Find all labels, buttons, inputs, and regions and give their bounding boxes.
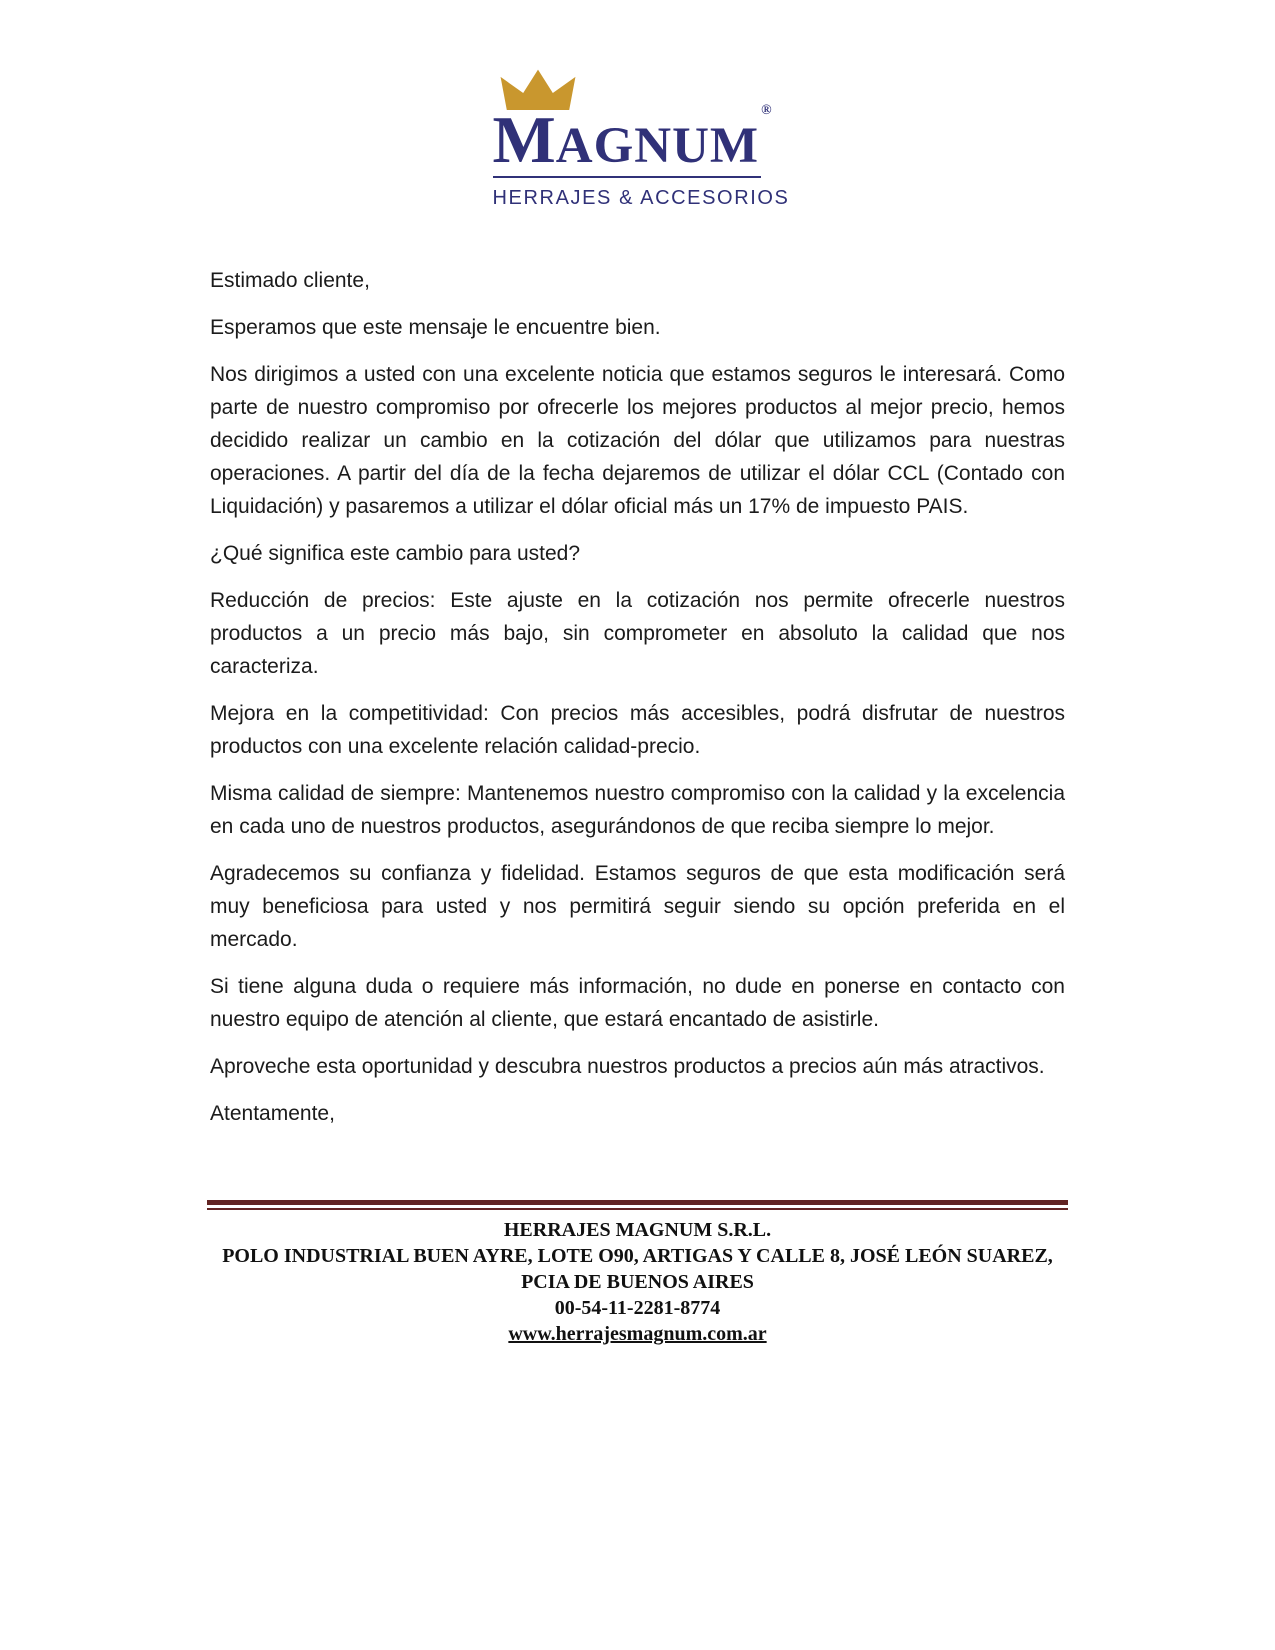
address-line-1: POLO INDUSTRIAL BUEN AYRE, LOTE O90, ARTIGAS Y CALLE 8, JOSÉ LEÓN SUAREZ, <box>222 1244 1053 1267</box>
brand-wordmark-initial: M <box>492 103 556 177</box>
closing-line: Atentamente, <box>210 1101 335 1125</box>
brand-wordmark <box>492 103 783 177</box>
brand-wordmark-rest: AGNUM <box>555 118 760 174</box>
letter-footer <box>0 1200 1275 1347</box>
benefit-paragraph-competitiveness: Mejora en la competitividad: Con precios más accesibles, podrá disfrutar de nuestros productos con una excelente relación calidad-precio. <box>210 701 1065 758</box>
company-name: HERRAJES MAGNUM S.R.L. <box>503 1218 772 1241</box>
contact-paragraph: Si tiene alguna duda o requiere más información, no dude en ponerse en contacto con nuestro equipo de atención al cliente, que estará encantado de asistirle. <box>210 974 1065 1031</box>
website-link[interactable]: www.herrajesmagnum.com.ar <box>508 1322 767 1345</box>
benefit-paragraph-gratitude: Agradecemos su confianza y fidelidad. Estamos seguros de que esta modificación será muy beneficiosa para usted y nos permitirá seguir siendo su opción preferida en el mercado. <box>210 861 1065 951</box>
brand-logo <box>492 68 790 210</box>
intro-paragraph: Esperamos que este mensaje le encuentre bien. <box>210 315 661 339</box>
footer-contact-block <box>0 1217 1275 1347</box>
benefit-paragraph-quality: Misma calidad de siempre: Mantenemos nuestro compromiso con la calidad y la excelencia en cada uno de nuestros productos, asegurándonos de que reciba siempre lo mejor. <box>210 781 1065 838</box>
cta-paragraph: Aproveche esta oportunidad y descubra nuestros productos a precios aún más atractivos. <box>210 1054 1045 1078</box>
salutation: Estimado cliente, <box>210 268 370 292</box>
footer-divider <box>207 1200 1068 1210</box>
letter-body <box>210 264 1065 1130</box>
address-line-2: PCIA DE BUENOS AIRES <box>521 1270 754 1293</box>
phone-number: 00-54-11-2281-8774 <box>554 1296 721 1319</box>
benefit-paragraph-price: Reducción de precios: Este ajuste en la cotización nos permite ofrecerle nuestros productos a un precio más bajo, sin comprometer en absoluto la calidad que nos caracteriza. <box>210 588 1065 678</box>
main-paragraph: Nos dirigimos a usted con una excelente noticia que estamos seguros le interesará. Como parte de nuestro compromiso por ofrecerle los mejores productos al mejor precio, hemos decidido realizar un cambio en la cotización del dólar que utilizamos para nuestras operaciones. A partir del día de la fecha dejaremos de utilizar el dólar CCL (Contado con Liquidación) y pasaremos a utilizar el dólar oficial más un 17% de impuesto PAIS. <box>210 362 1065 518</box>
question-line: ¿Qué significa este cambio para usted? <box>210 541 581 565</box>
registered-trademark: ® <box>761 103 772 118</box>
brand-tagline: HERRAJES & ACCESORIOS <box>492 186 790 209</box>
